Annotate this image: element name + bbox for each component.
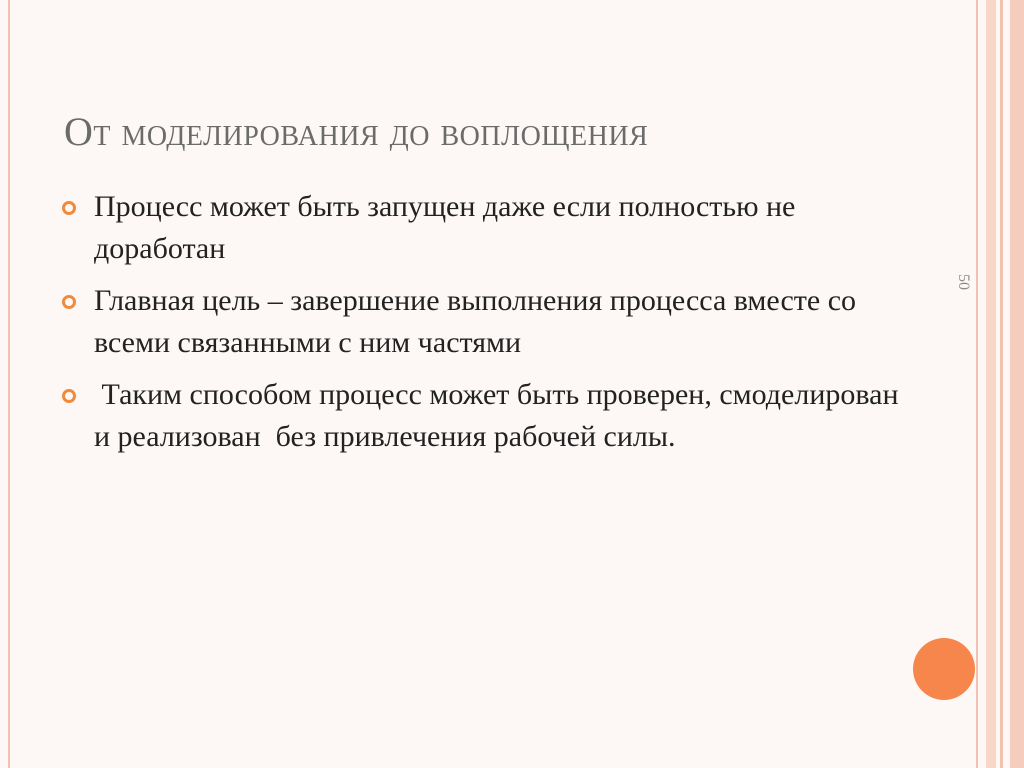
ring-bullet-icon [62, 389, 76, 403]
right-border-line [976, 0, 978, 768]
left-border-line [8, 0, 10, 768]
orange-circle-decoration [913, 638, 975, 700]
bullet-text: Главная цель – завершение выполнения процесса вместе со всеми связанными с ним частями [94, 284, 857, 359]
ring-bullet-icon [62, 201, 76, 215]
right-border-line [1000, 0, 1003, 768]
bullet-item [62, 280, 912, 364]
bullet-list [62, 186, 912, 468]
right-border-band [986, 0, 996, 768]
bullet-text: Процесс может быть запущен даже если полностью не доработан [94, 190, 796, 265]
bullet-text: Таким способом процесс может быть проверен, смоделирован и реализован без привлечения рабочей силы. [94, 378, 907, 453]
slide-title: От моделирования до воплощения [64, 109, 649, 154]
bullet-item [62, 186, 912, 270]
page-number: 50 [955, 274, 972, 290]
bullet-item [62, 374, 912, 458]
ring-bullet-icon [62, 295, 76, 309]
right-border-band [1010, 0, 1024, 768]
